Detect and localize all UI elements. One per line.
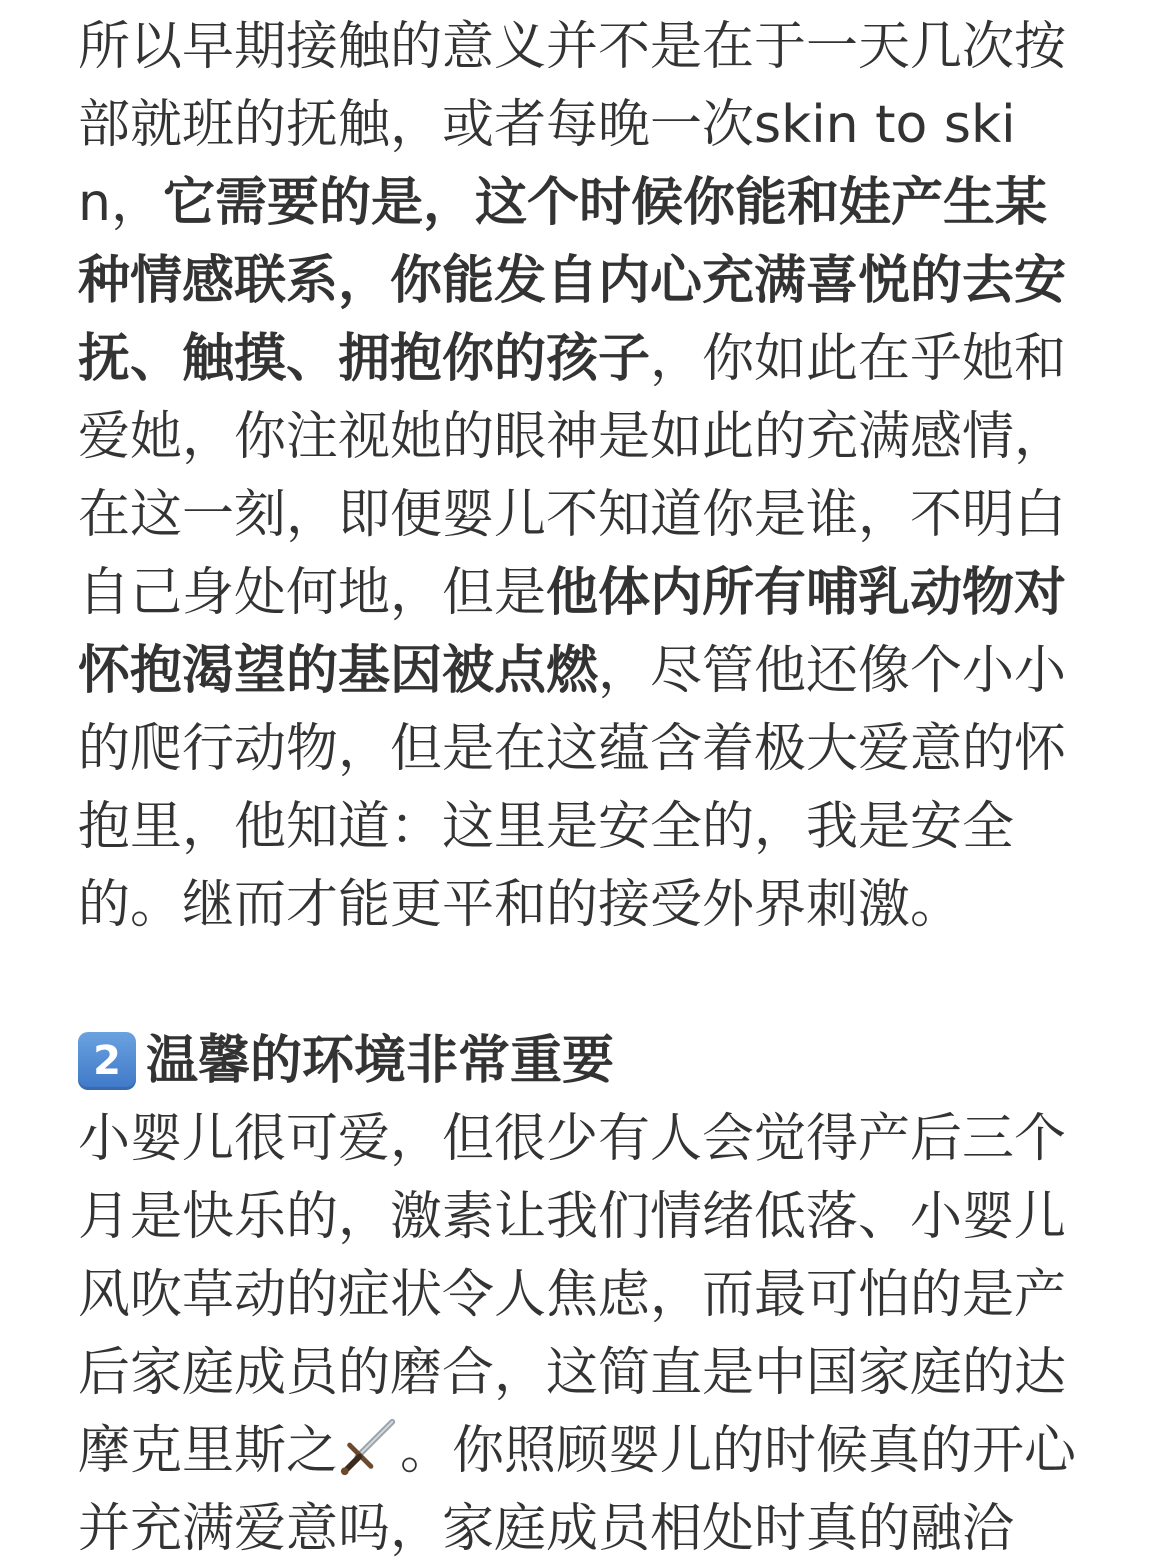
bold-text-run: 他体内所有哺乳动物对怀抱渴望的基因被点燃: [78, 563, 1067, 701]
keycap-two-icon: 2: [78, 1032, 136, 1090]
section-heading-text: 温馨的环境非常重要: [146, 1031, 615, 1091]
text-run: 所以早期接触的意义并不是在于一天几次按部就班的抚触，或者每晚一次skin to skin，: [78, 17, 1067, 233]
text-run: ，尽管他还像个小小的爬行动物，但是在这蕴含着极大爱意的怀抱里，他知道：这里是安全的，我是安全的。继而才能更平和的接受外界刺激。: [78, 641, 1067, 935]
bold-text-run: 它需要的是，这个时候你能和娃产生某种情感联系，你能发自内心充满喜悦的去安抚、触摸、拥抱你的孩子: [78, 173, 1067, 389]
article-body: [78, 0, 1078, 1568]
paragraph-spacer: [78, 944, 1078, 1022]
section-heading: [78, 1022, 1078, 1100]
text-run: 小婴儿很可爱，但很少有人会觉得产后三个月是快乐的，激素让我们情绪低落、小婴儿风吹草动的症状令人焦虑，而最可怕的是产后家庭成员的磨合，这简直是中国家庭的达摩克里斯之: [78, 1109, 1067, 1481]
paragraph-warm-environment: [78, 1100, 1078, 1568]
text-run: 。你照顾婴儿的时候真的开心并充满爱意吗，家庭成员相处时真的融洽: [78, 1421, 1077, 1559]
paragraph-early-contact: [78, 8, 1078, 944]
dagger-icon: [338, 1416, 400, 1478]
text-run: ，你如此在乎她和爱她，你注视她的眼神是如此的充满感情，在这一刻，即便婴儿不知道你是谁，不明白自己身处何地，但是: [78, 329, 1067, 623]
